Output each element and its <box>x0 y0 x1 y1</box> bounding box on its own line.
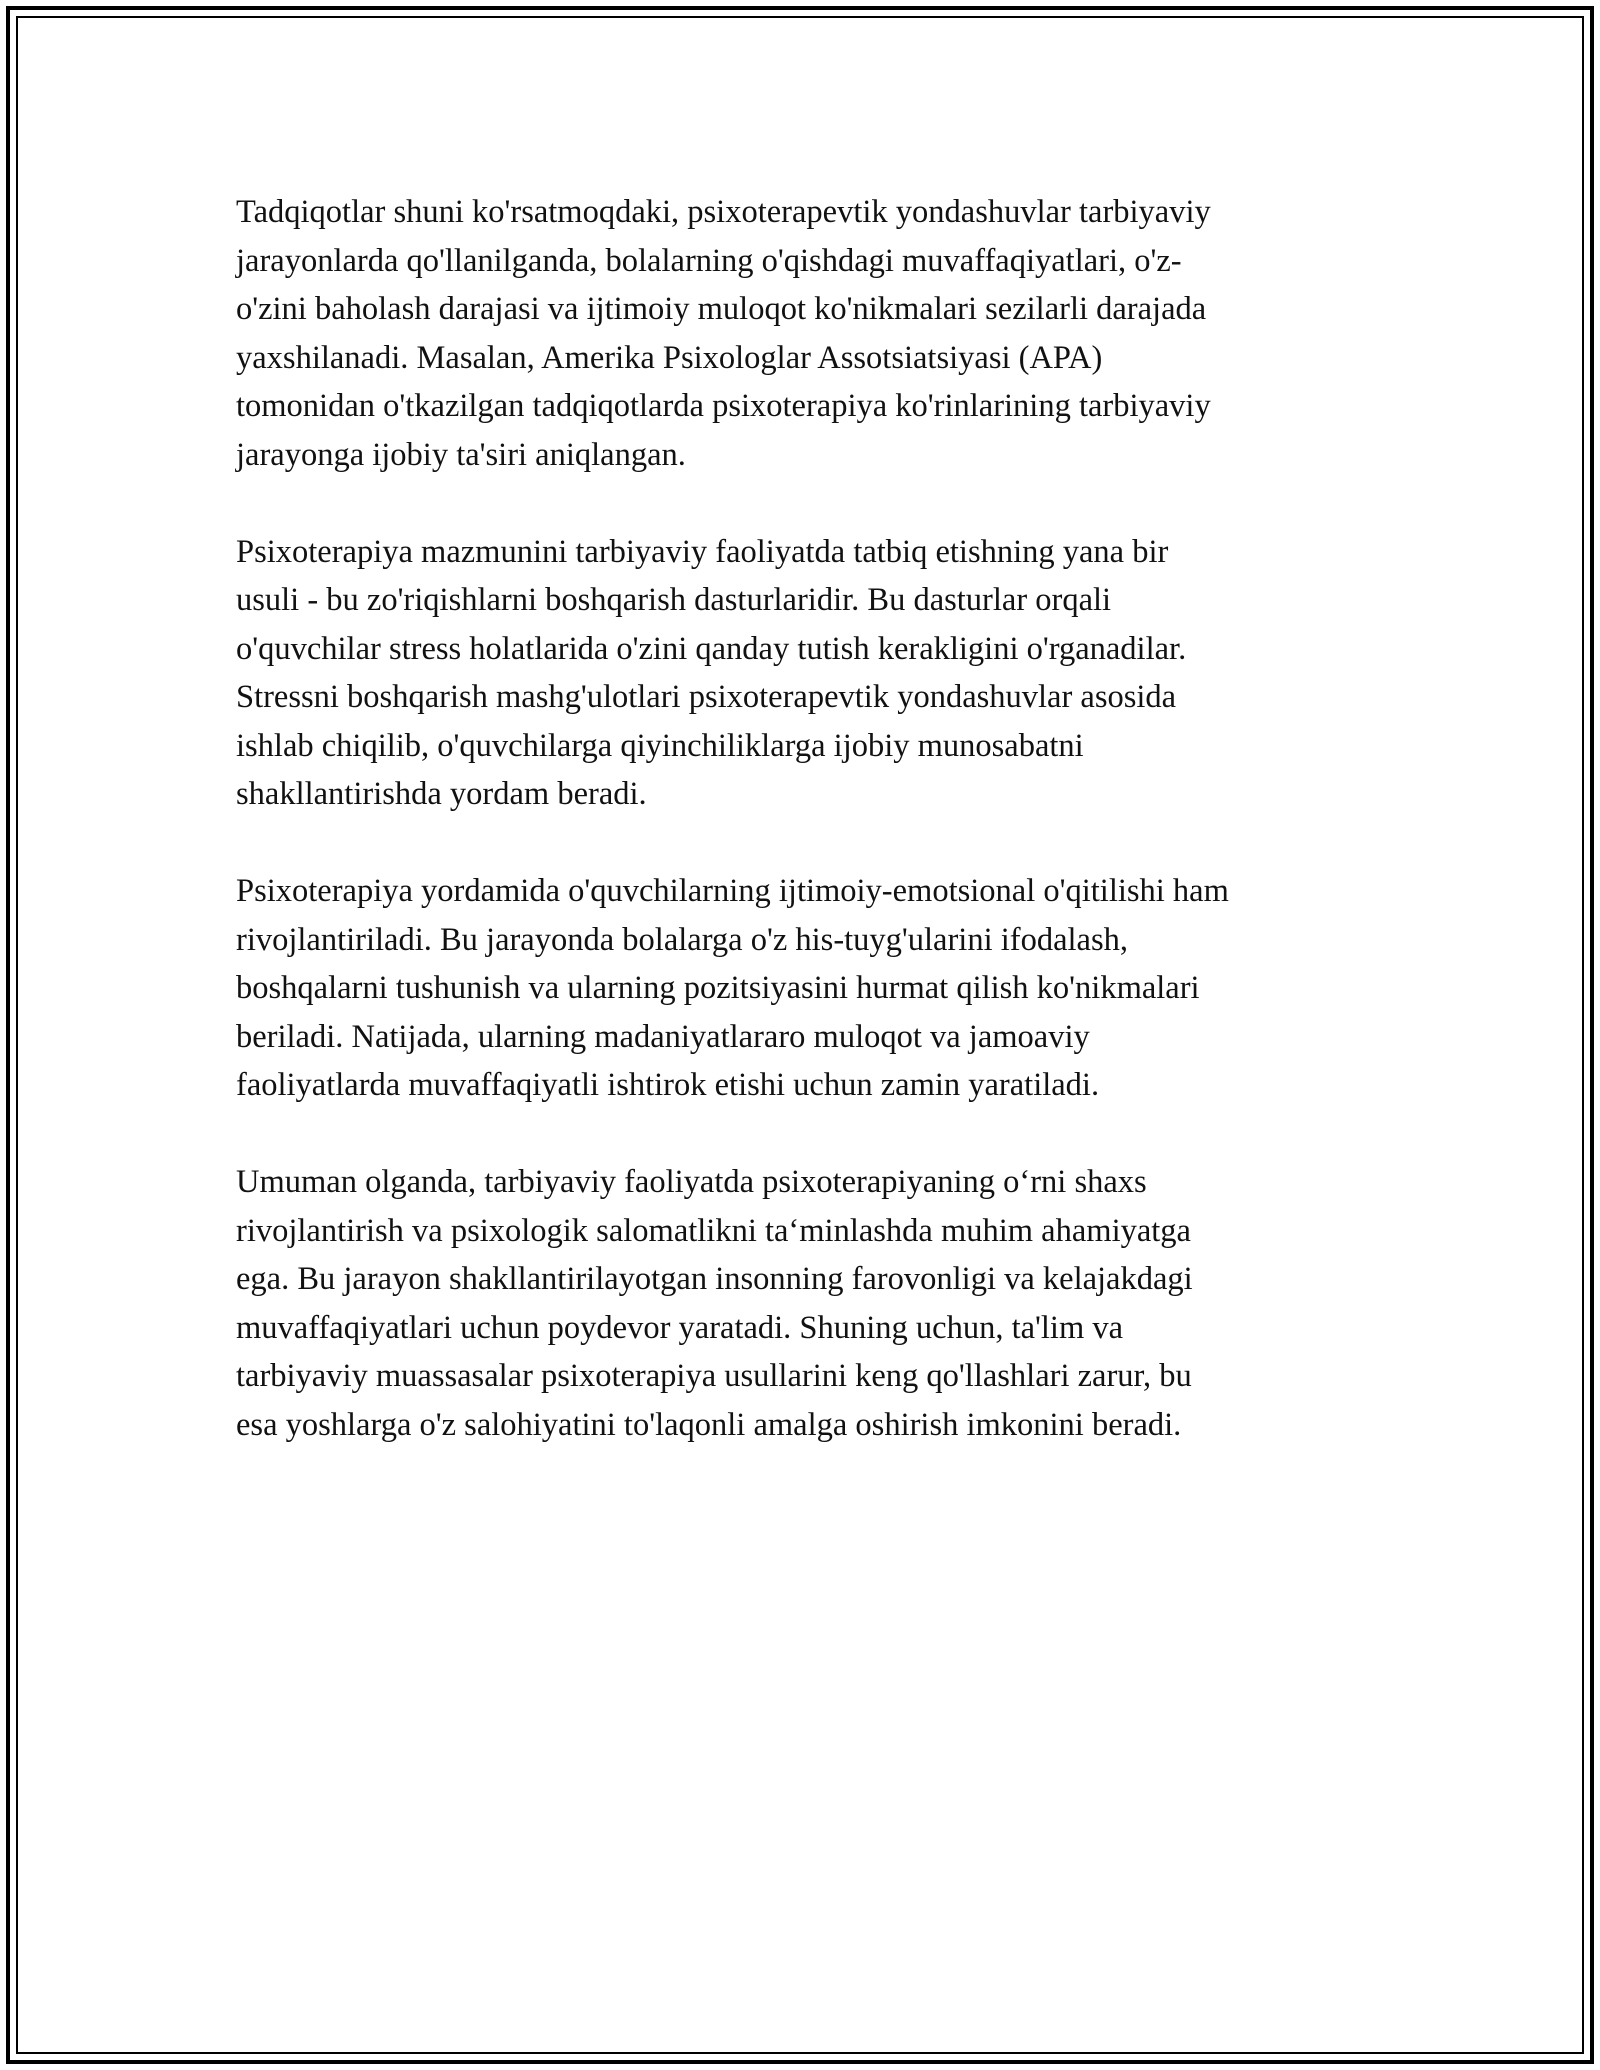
text-line: yaxshilanadi. Masalan, Amerika Psixologlar Assotsiatsiyasi (APA) <box>236 339 1103 376</box>
document-body <box>236 188 1386 1498</box>
paragraph-4 <box>236 1158 1386 1449</box>
text-line: Psixoterapiya yordamida o'quvchilarning ijtimoiy-emotsional o'qitilishi ham <box>236 873 1229 909</box>
text-line: beriladi. Natijada, ularning madaniyatlararo muloqot va jamoaviy <box>236 1018 1090 1055</box>
text-line: rivojlantiriladi. Bu jarayonda bolalarga o'z his-tuyg'ularini ifodalash, <box>236 921 1128 958</box>
paragraph-2 <box>236 528 1386 819</box>
text-line: tarbiyaviy muassasalar psixoterapiya usullarini keng qo'llashlari zarur, bu <box>236 1358 1192 1394</box>
paragraph-3 <box>236 867 1386 1110</box>
text-line: boshqalarni tushunish va ularning pozitsiyasini hurmat qilish ko'nikmalari <box>236 970 1200 1006</box>
text-line: tomonidan o'tkazilgan tadqiqotlarda psixoterapiya ko'rinlarining tarbiyaviy <box>236 388 1211 424</box>
text-line: o'zini baholash darajasi va ijtimoiy muloqot ko'nikmalari sezilarli darajada <box>236 291 1207 327</box>
text-line: jarayonlarda qo'llanilganda, bolalarning o'qishdagi muvaffaqiyatlari, o'z- <box>236 242 1182 279</box>
text-line: jarayonga ijobiy ta'siri aniqlangan. <box>236 436 686 473</box>
text-line: ega. Bu jarayon shakllantirilayotgan insonning farovonligi va kelajakdagi <box>236 1261 1193 1297</box>
text-line: faoliyatlarda muvaffaqiyatli ishtirok etishi uchun zamin yaratiladi. <box>236 1067 1100 1103</box>
text-line: shakllantirishda yordam beradi. <box>236 776 647 812</box>
text-line: Tadqiqotlar shuni ko'rsatmoqdaki, psixoterapevtik yondashuvlar tarbiyaviy <box>236 194 1211 230</box>
text-line: Umuman olganda, tarbiyaviy faoliyatda psixoterapiyaning o‘rni shaxs <box>236 1164 1147 1200</box>
text-line: Stressni boshqarish mashg'ulotlari psixoterapevtik yondashuvlar asosida <box>236 679 1177 715</box>
paragraph-1 <box>236 188 1386 479</box>
text-line: usuli - bu zo'riqishlarni boshqarish dasturlaridir. Bu dasturlar orqali <box>236 582 1112 618</box>
text-line: Psixoterapiya mazmunini tarbiyaviy faoliyatda tatbiq etishning yana bir <box>236 533 1169 570</box>
text-line: o'quvchilar stress holatlarida o'zini qanday tutish kerakligini o'rganadilar. <box>236 630 1187 667</box>
text-line: muvaffaqiyatlari uchun poydevor yaratadi. Shuning uchun, ta'lim va <box>236 1309 1124 1346</box>
text-line: rivojlantirish va psixologik salomatlikni ta‘minlashda muhim ahamiyatga <box>236 1212 1191 1249</box>
text-line: esa yoshlarga o'z salohiyatini to'laqonli amalga oshirish imkonini beradi. <box>236 1406 1182 1443</box>
text-line: ishlab chiqilib, o'quvchilarga qiyinchiliklarga ijobiy munosabatni <box>236 727 1084 764</box>
